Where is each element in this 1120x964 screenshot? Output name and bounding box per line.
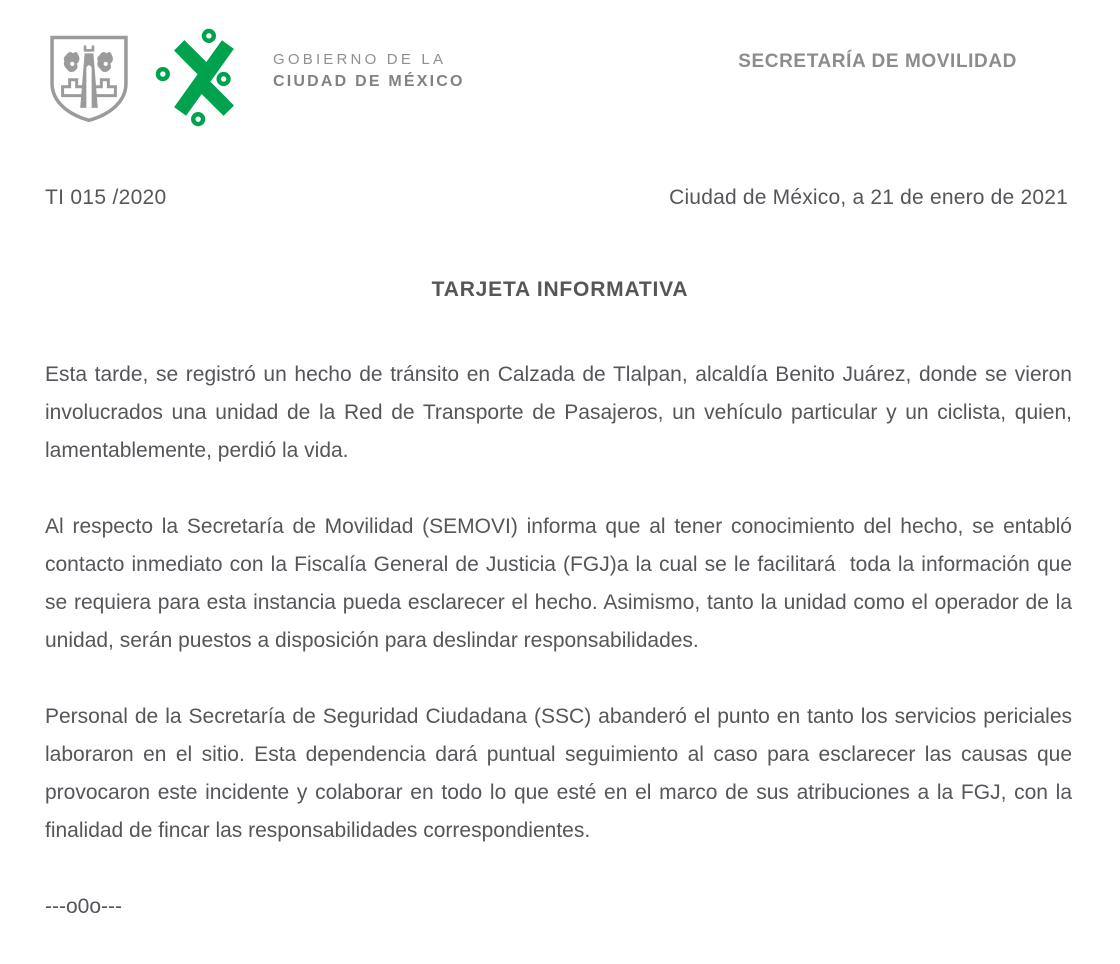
document-header [45,28,1072,128]
brand-line2: CIUDAD DE MÉXICO [273,73,465,90]
dateline: Ciudad de México, a 21 de enero de 2021 [669,186,1068,209]
paragraph-1: Esta tarde, se registró un hecho de tránsito en Calzada de Tlalpan, alcaldía Benito Juárez, donde se vieron involucrados una unidad de la Red de Transporte de Pasajeros, un vehículo particular y un ciclista, quien, lamentablemente, perdió la vida. [45,363,1078,462]
paragraph-3: Personal de la Secretaría de Seguridad Ciudadana (SSC) abanderó el punto en tanto los servicios periciales laboraron en el sitio. Esta dependencia dará puntual seguimiento al caso para esclarecer las causas que provocaron este incidente y colaborar en todo lo que esté en el marco de sus atribuciones a la FGJ, con la finalidad de fincar las responsabilidades correspondientes. [45,705,1078,842]
brand-wordmark [273,49,465,93]
paragraph-2: Al respecto la Secretaría de Movilidad (SEMOVI) informa que al tener conocimiento del hecho, se entabló contacto inmediato con la Fiscalía General de Justicia (FGJ)a la cual se le facilitará toda la información que se requiera para esta instancia pueda esclarecer el hecho. Asimismo, tanto la unidad como el operador de la unidad, serán puestos a disposición para deslindar responsabilidades. [45,515,1078,652]
cdmx-coat-of-arms-icon [45,32,133,124]
document-body [45,356,1078,964]
document-closer: ---o0o--- [45,895,122,918]
document-title: TARJETA INFORMATIVA [431,278,689,301]
department-title: SECRETARÍA DE MOVILIDAD [738,51,1017,72]
meta-row [45,186,1068,210]
cdmx-logo-icon [155,28,253,128]
reference-number: TI 015 /2020 [45,186,167,209]
brand-line1: GOBIERNO DE LA [273,51,447,68]
government-brand [45,28,1072,128]
